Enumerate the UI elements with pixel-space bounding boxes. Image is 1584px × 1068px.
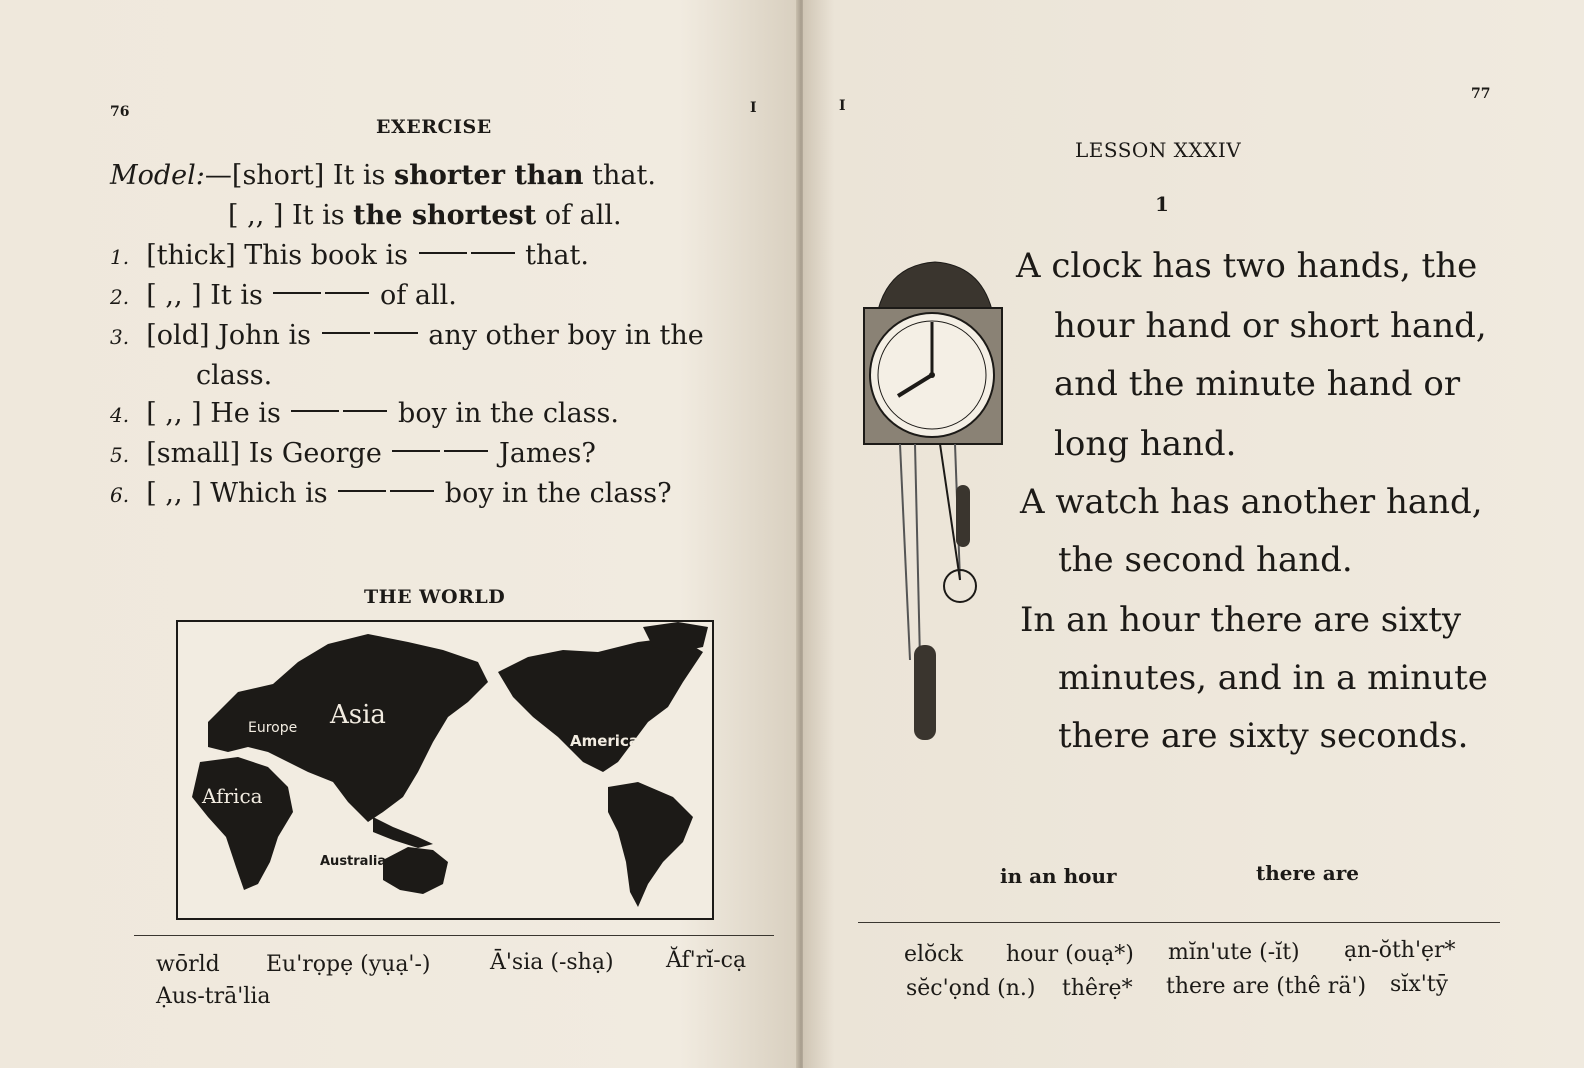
- exercise-5: [110, 434, 596, 475]
- exercise-number: 6.: [110, 483, 130, 507]
- vocab-australia: Ạus-trā'lia: [156, 984, 271, 1009]
- exercise-number: 5.: [110, 443, 130, 467]
- exercise-text: boy in the class.: [398, 398, 619, 429]
- exercise-3: [110, 316, 704, 357]
- answer-blank: [444, 450, 488, 452]
- exercise-text: that.: [525, 240, 589, 271]
- exercise-6: [110, 474, 672, 515]
- world-map-graphic: [178, 622, 712, 918]
- answer-blank: [374, 332, 418, 334]
- reading-line-7: In an hour there are sixty: [1020, 600, 1462, 640]
- reading-line-9: there are sixty seconds.: [1058, 716, 1469, 756]
- map-title: THE WORLD: [364, 586, 506, 608]
- page-number-left: 76: [110, 104, 130, 120]
- exercise-4: [110, 394, 619, 435]
- clock-weight-short: [956, 485, 970, 547]
- answer-blank: [291, 410, 339, 412]
- vocab-there: thêrẹ*: [1062, 976, 1133, 1001]
- answer-blank: [392, 450, 440, 452]
- answer-blank: [471, 252, 515, 254]
- africa-landmass: [192, 757, 293, 890]
- vocab-world: wōrld: [156, 952, 220, 977]
- exercise-text: [ ,, ] He is: [146, 398, 281, 429]
- model-line2-prefix: [ ,, ] It is: [228, 200, 354, 231]
- indonesia-islands: [373, 817, 433, 848]
- exercise-number: 2.: [110, 285, 130, 309]
- exercise-2: [110, 276, 457, 317]
- map-label-africa: Africa: [202, 784, 263, 808]
- reading-line-2: hour hand or short hand,: [1054, 306, 1487, 346]
- model-line2-bold: the shortest: [353, 200, 537, 231]
- answer-blank: [273, 292, 321, 294]
- exercise-number: 1.: [110, 245, 130, 269]
- model-line1-prefix: —[short] It is: [204, 160, 394, 191]
- vocab-second: sĕc'ọnd (n.): [906, 976, 1036, 1001]
- reading-line-5: A watch has another hand,: [1020, 482, 1483, 522]
- answer-blank: [390, 490, 434, 492]
- section-number: 1: [1155, 192, 1170, 216]
- world-map: [176, 620, 714, 920]
- model-label: Model:: [110, 160, 205, 191]
- exercise-text: [old] John is: [146, 320, 312, 351]
- exercise-text: [ ,, ] Which is: [146, 478, 328, 509]
- answer-blank: [338, 490, 386, 492]
- exercise-1: [110, 236, 589, 277]
- phrase-in-an-hour: in an hour: [1000, 864, 1117, 888]
- exercise-text: [ ,, ] It is: [146, 280, 263, 311]
- clock-graphic: [860, 260, 1010, 750]
- answer-blank: [343, 410, 387, 412]
- vocab-europe: Eu'rọpẹ (yụạ'-): [266, 952, 431, 977]
- vocab-clock: elŏck: [904, 942, 963, 967]
- vocab-asia: Ā'sia (-shạ): [490, 950, 614, 975]
- map-label-europe: Europe: [248, 720, 298, 736]
- vocab-sixty: sĭx'tȳ: [1390, 972, 1449, 997]
- model-line1-suffix: that.: [583, 160, 656, 191]
- exercise-heading: EXERCISE: [376, 116, 492, 138]
- reading-line-3: and the minute hand or: [1054, 364, 1461, 404]
- exercise-text: James?: [499, 438, 596, 469]
- answer-blank: [419, 252, 467, 254]
- reading-line-4: long hand.: [1054, 424, 1237, 464]
- model-line2-suffix: of all.: [536, 200, 622, 231]
- model-line-1: [110, 156, 656, 196]
- reading-line-8: minutes, and in a minute: [1058, 658, 1488, 698]
- south-america-landmass: [608, 782, 693, 907]
- corner-mark-right: I: [839, 98, 846, 114]
- phrase-there-are: there are: [1256, 861, 1359, 885]
- australia-landmass: [383, 847, 448, 894]
- exercise-number: 4.: [110, 403, 130, 427]
- vocab-rule-right: [858, 922, 1500, 923]
- reading-line-1: A clock has two hands, the: [1016, 246, 1478, 286]
- exercise-text: [thick] This book is: [146, 240, 408, 271]
- answer-blank: [322, 332, 370, 334]
- exercise-3-continued: class.: [196, 360, 273, 391]
- map-label-asia: Asia: [330, 700, 386, 730]
- corner-mark-left: I: [750, 100, 757, 116]
- cuckoo-clock-illustration: [860, 260, 1010, 750]
- vocab-africa: Ăf'rĭ-cạ: [666, 948, 747, 973]
- model-line1-bold: shorter than: [394, 160, 584, 191]
- exercise-number: 3.: [110, 325, 130, 349]
- vocab-there-are: there are (thê rä'): [1166, 974, 1367, 999]
- exercise-text: of all.: [380, 280, 457, 311]
- vocab-hour: hour (ouạ*): [1006, 942, 1134, 967]
- vocab-another: ạn-ŏth'ẹr*: [1344, 938, 1456, 963]
- north-america-landmass: [498, 637, 703, 772]
- exercise-text: boy in the class?: [444, 478, 672, 509]
- vocab-minute: mĭn'ute (-ĭt): [1168, 940, 1300, 965]
- vocab-rule-left: [134, 935, 774, 936]
- map-label-america: America: [570, 732, 639, 750]
- reading-line-6: the second hand.: [1058, 540, 1353, 580]
- answer-blank: [325, 292, 369, 294]
- page-number-right: 77: [1471, 86, 1491, 102]
- exercise-text: any other boy in the: [428, 320, 704, 351]
- clock-weight-long: [914, 645, 936, 740]
- exercise-text: [small] Is George: [146, 438, 382, 469]
- model-line-2: [228, 196, 622, 236]
- map-label-australia: Australia: [320, 854, 387, 869]
- lesson-heading: LESSON XXXIV: [1075, 138, 1242, 162]
